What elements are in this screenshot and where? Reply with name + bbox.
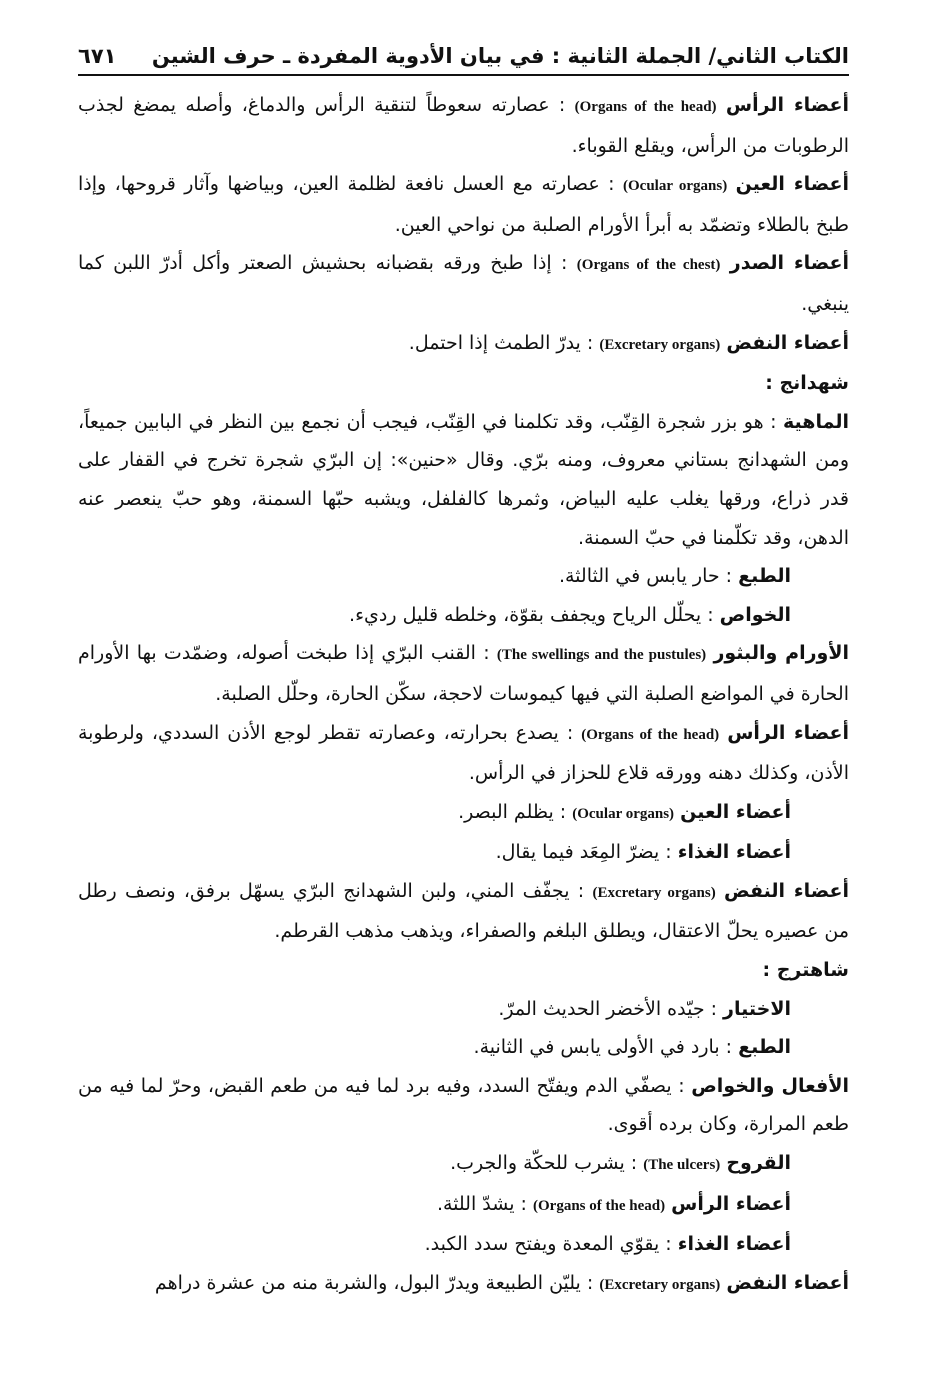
entry-term: الخواص bbox=[719, 603, 791, 626]
entry-text: : هو بزر شجرة القِنّب، وقد تكلمنا في القِنّب، فيجب أن نجمع بين النظر في البابين جميعاً، ومن الشهدانج بستاني معروف، ومنه برّي. وقال «حنين»: إن البرّي شجرة تخرج في القفار على قدر ذراع، ورقها يغلب عليه البياض، وثمرها كالفلفل، ويشبه حبّها السمنة، وهو حبّ ينعصر عنه الدهن، وقد تكلّمنا في حبّ السمنة. bbox=[78, 410, 849, 549]
english-gloss: (Organs of the head) bbox=[533, 1197, 666, 1214]
running-title: الكتاب الثاني/ الجملة الثانية : في بيان الأدوية المفردة ـ حرف الشين bbox=[151, 44, 849, 68]
entry-text: : يظلم البصر. bbox=[458, 800, 573, 823]
english-gloss: (Organs of the chest) bbox=[576, 257, 721, 274]
entry-paragraph bbox=[78, 557, 849, 596]
entry-paragraph bbox=[78, 86, 849, 165]
entry-term: أعضاء العين bbox=[680, 800, 791, 823]
english-gloss: (The swellings and the pustules) bbox=[496, 647, 707, 664]
page-header bbox=[78, 30, 849, 76]
section-heading bbox=[78, 364, 849, 403]
entry-term: أعضاء الغذاء bbox=[677, 1233, 791, 1256]
entry-text: : يحلّل الرياح ويجفف بقوّة، وخلطه قليل رديء. bbox=[349, 603, 720, 626]
entry-text: : القنب البرّي إذا طبخت أصوله، وضمّدت بها الأورام الحارة في المواضع الصلبة التي فيها كيموسات لاحجة، سكّن الحارة، وحلّل الصلبة. bbox=[78, 642, 849, 705]
entry-paragraph bbox=[78, 714, 849, 793]
entry-paragraph bbox=[78, 1144, 849, 1185]
english-gloss: (Ocular organs) bbox=[623, 178, 728, 195]
entry-paragraph bbox=[78, 244, 849, 323]
entry-term: أعضاء الصدر bbox=[729, 252, 850, 275]
entry-term: أعضاء الرأس bbox=[727, 721, 850, 744]
entry-term: أعضاء الرأس bbox=[725, 94, 850, 116]
entry-term: أعضاء العين bbox=[735, 173, 849, 196]
entry-term: أعضاء النفض bbox=[724, 879, 849, 902]
english-gloss: (Excretary organs) bbox=[592, 884, 716, 901]
entry-term: أعضاء النفض bbox=[726, 331, 849, 354]
entry-paragraph bbox=[78, 165, 849, 244]
entry-term: الطبع bbox=[738, 1036, 791, 1059]
entry-paragraph bbox=[78, 1225, 849, 1264]
entry-text: : جيّده الأخضر الحديث المرّ. bbox=[498, 997, 724, 1020]
entry-term: أعضاء النفض bbox=[726, 1271, 849, 1294]
entry-paragraph bbox=[78, 596, 849, 635]
entry-term: الطبع bbox=[738, 565, 791, 588]
entry-paragraph bbox=[78, 872, 849, 951]
english-gloss: (The ulcers) bbox=[643, 1157, 721, 1174]
entry-text: : حار يابس في الثالثة. bbox=[558, 565, 739, 588]
entry-term: أعضاء الغذاء bbox=[677, 841, 791, 864]
entry-text: : يجفّف المني، ولبن الشهدانج البرّي يسهّل برفق، ونصف رطل من عصيره يحلّ الاعتقال، ويطلق البلغم والصفراء، ويذهب مذهب القرطم. bbox=[78, 879, 849, 943]
entry-text: : بارد في الأولى يابس في الثانية. bbox=[473, 1036, 739, 1059]
entry-paragraph bbox=[78, 1185, 849, 1226]
entry-term: الأورام والبثور bbox=[713, 642, 849, 665]
entry-text: : يصفّي الدم ويفتّح السدد، وفيه برد لما فيه من طعم القبض، وحرّ لما فيه من طعم المرارة، وكان برده أقوى. bbox=[78, 1074, 849, 1136]
entry-text: : عصارته سعوطاً لتنقية الرأس والدماغ، وأصله يمضغ لجذب الرطوبات من الرأس، ويقلع القوباء. bbox=[78, 94, 849, 157]
entry-text: : يليّن الطبيعة ويدرّ البول، والشربة منه من عشرة دراهم bbox=[154, 1271, 600, 1294]
entry-paragraph bbox=[78, 833, 849, 872]
entry-paragraph bbox=[78, 1067, 849, 1144]
english-gloss: (Organs of the head) bbox=[581, 726, 720, 743]
page-body bbox=[78, 86, 849, 1304]
entry-paragraph bbox=[78, 990, 849, 1029]
section-heading bbox=[78, 951, 849, 990]
entry-term: القروح bbox=[726, 1152, 791, 1175]
entry-paragraph bbox=[78, 1028, 849, 1067]
entry-paragraph bbox=[78, 324, 849, 365]
section-heading-text: شاهترج : bbox=[762, 959, 849, 982]
entry-term: الماهية bbox=[783, 410, 849, 433]
english-gloss: (Ocular organs) bbox=[572, 805, 675, 822]
english-gloss: (Organs of the head) bbox=[574, 99, 717, 115]
entry-text: : يقوّي المعدة ويفتح سدد الكبد. bbox=[424, 1233, 678, 1256]
entry-paragraph bbox=[78, 403, 849, 557]
section-heading-text: شهدانج : bbox=[765, 372, 849, 395]
page-number: ٦٧١ bbox=[78, 44, 117, 68]
english-gloss: (Excretary organs) bbox=[599, 336, 721, 353]
entry-text: : إذا طبخ ورقه بقضبانه بحشيش الصعتر وأكل أدرّ اللبن كما ينبغي. bbox=[78, 252, 849, 315]
entry-term: أعضاء الرأس bbox=[671, 1192, 791, 1215]
entry-text: : يشرب للحكّة والجرب. bbox=[450, 1152, 644, 1175]
entry-paragraph bbox=[78, 634, 849, 713]
entry-text: : يضرّ المِعَد فيما يقال. bbox=[495, 841, 678, 864]
entry-paragraph bbox=[78, 1264, 849, 1305]
entry-term: الاختيار bbox=[723, 997, 791, 1020]
entry-text: : يدرّ الطمث إذا احتمل. bbox=[408, 331, 600, 354]
entry-paragraph bbox=[78, 793, 849, 834]
entry-text: : يصدع بحرارته، وعصارته تقطر لوجع الأذن السددي، ولرطوبة الأذن، وكذلك دهنه وورقه قلاع للحزاز في الرأس. bbox=[78, 721, 849, 785]
entry-text: : يشدّ اللثة. bbox=[436, 1192, 533, 1215]
english-gloss: (Excretary organs) bbox=[599, 1276, 721, 1293]
entry-text: : عصارته مع العسل نافعة لظلمة العين، وبياضها وآثار قروحها، وإذا طبخ بالطلاء وتضمّد به أبرأ الأورام الصلبة من نواحي العين. bbox=[78, 173, 849, 236]
entry-term: الأفعال والخواص bbox=[691, 1074, 849, 1097]
